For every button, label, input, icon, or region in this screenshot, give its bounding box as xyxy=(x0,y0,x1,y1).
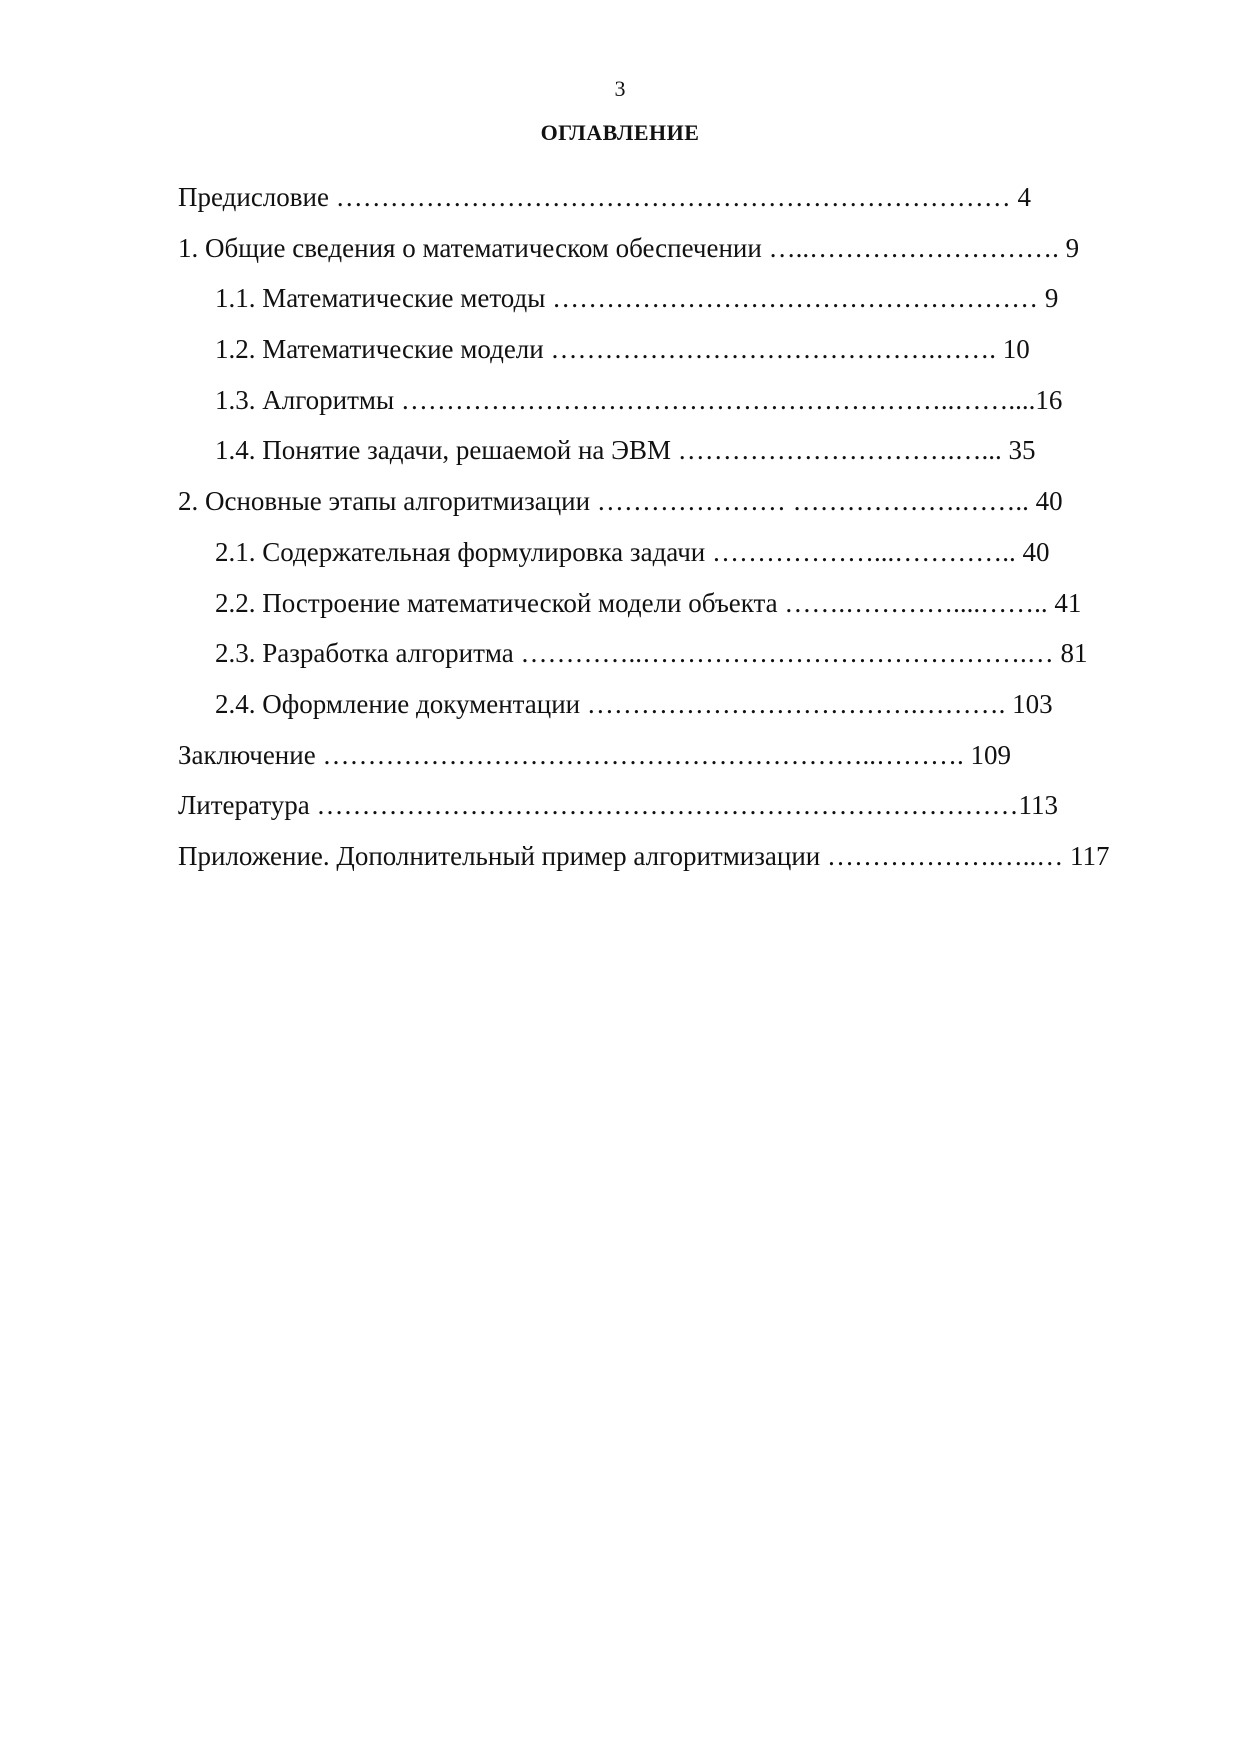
toc-entry-section-1-4: 1.4. Понятие задачи, решаемой на ЭВМ ………………………….…... 35 xyxy=(215,435,1036,466)
toc-entry-conclusion: Заключение ……………………………………………………..………. 109 xyxy=(178,739,1011,770)
page-number: 3 xyxy=(614,76,626,101)
toc-entry-section-2-4: 2.4. Оформление документации ……………………………….………. 103 xyxy=(215,688,1053,719)
toc-heading: ОГЛАВЛЕНИЕ xyxy=(540,120,700,145)
toc-entry-preface: Предисловие ………………………………………………………………… 4 xyxy=(178,182,1031,212)
toc-entry-section-2-2: 2.2. Построение математической модели объекта …….…………....…….. 41 xyxy=(215,587,1082,618)
toc-entry-appendix: Приложение. Дополнительный пример алгоритмизации ……………….…..… 117 xyxy=(178,840,1110,871)
toc-entry-section-1-2: 1.2. Математические модели …………………………………….……. 10 xyxy=(215,334,1030,365)
toc-entry-section-2-1: 2.1. Содержательная формулировка задачи ………………...………….. 40 xyxy=(215,536,1050,567)
table-of-contents xyxy=(178,182,1178,871)
toc-entry-section-2-3: 2.3. Разработка алгоритма …………..…………………………………….… 81 xyxy=(215,638,1088,669)
toc-entry-section-1-1: 1.1. Математические методы ……………………………………………… 9 xyxy=(215,283,1059,314)
toc-entry-literature: Литература ……………………………………………………………………113 xyxy=(178,790,1059,821)
toc-entry-section-1-3: 1.3. Алгоритмы ……………………………………………………..……....16 xyxy=(215,384,1063,415)
toc-entry-chapter-1: 1. Общие сведения о математическом обеспечении …..………………………. 9 xyxy=(178,232,1080,263)
toc-entry-chapter-2: 2. Основные этапы алгоритмизации ………………… ……………….…….. 40 xyxy=(178,486,1063,517)
